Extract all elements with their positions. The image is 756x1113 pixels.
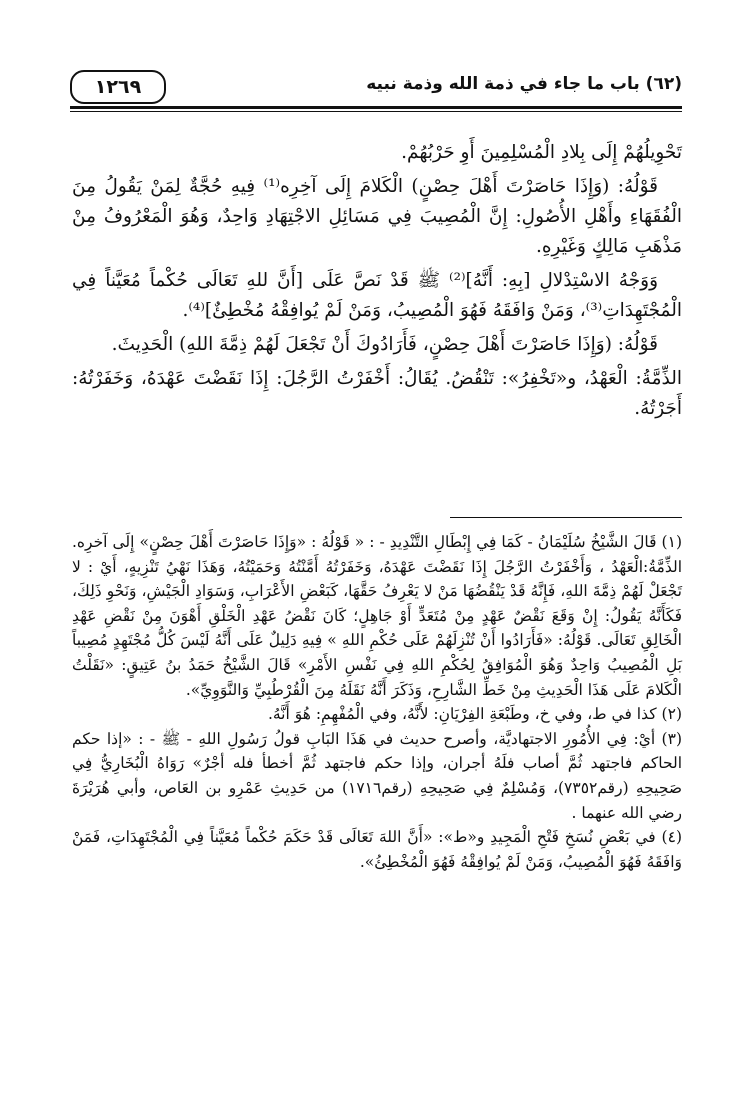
body-paragraph: قَوْلُهُ: (وَإِذَا حَاصَرْتَ أَهْلَ حِصْنٍ، فَأَرَادُوكَ أَنْ تَجْعَلَ لَهُمْ ذِمَّةَ اللهِ) الْحَدِيثَ. [111,334,658,355]
footnotes [72,530,682,874]
page-header [70,70,682,106]
chapter-title: (٦٢) باب ما جاء في ذمة الله وذمة نبيه [366,74,682,94]
body-paragraph: الذِّمَّةُ: الْعَهْدُ، و«تَخْفِرُ»: تَنْقُضُ. يُقَالُ: أَخْفَرْتُ الرَّجُلَ: إِذَا نَقَضْتَ عَهْدَهُ، وَخَفَرْتُهُ: أَجَرْتُهُ. [72,368,682,419]
footnote: (٢) كذا في ط، وفي خ، وطَبْعَةِ الفِرْيَانِ: لأَنَّهُ، وفي الْمُفْهِمِ: هُوَ أَنَّهُ. [267,705,682,724]
footnote: (٤) في بَعْضِ نُسَخِ فَتْحِ الْمَجِيدِ و«ط»: «أَنَّ اللهَ تَعَالَى قَدْ حَكَمَ حُكْماً مُعَيَّناً فِي الْمُجْتَهِدَاتِ، فَمَنْ وَافَقَهُ فَهُوَ الْمُصِيبُ، وَمَنْ لَمْ يُوافِقْهُ فَهُوَ الْمُخْطِئُ». [72,828,682,871]
body-paragraph: تَحْوِيلُهُمْ إِلَى بِلادِ الْمُسْلِمِينَ أَوِ حَرْبُهُمْ. [401,142,682,163]
header-rule [70,106,682,112]
page-number: ١٢٦٩ [70,70,166,104]
main-text [72,138,682,428]
footnote: (١) قَالَ الشَّيْخُ سُلَيْمَانُ - كَمَا فِي إِبْطَالِ التَّنْدِيدِ - : « قَوْلُهُ : «وَإِذَا حَاصَرْتَ أَهْلَ حِصْنٍ» إِلَى آخرِه. الذِّمَّةُ:الْعَهْدُ ، وَأَخْفَرْتُ الرَّجُلَ إِذَا نَقَضْتَ عَهْدَهُ، وَخَفَرْتُهُ أَمَّنْتُهُ وَحَمَيْتُهُ، وَهَذَا نَهْيُ تَنْزِيهٍ، أَيْ : لا تَجْعَلْ لَهُمْ ذِمَّةَ اللهِ، فَإِنَّهُ قَدْ يَنْقُضُهَا مَنْ لا يَعْرِفُ حَقَّهَا، كَبَعْضِ الأَعْرَابِ، وَسَوَادِ الْجَيْشِ، وَنَحْوِ ذَلِكَ، فَكَأَنَّهُ يَقُولُ: إِنْ وَقَعَ نَقْضٌ عَهْدٍ مِنْ مُتَعَدٍّ أَوْ جَاهِلٍ؛ كَانَ نَقْضُ عَهْدِ الْخَلْقِ أَهْوَنَ مِنْ نَقْضِ عَهْدِ الْخَالِقِ تَعَالَى. قَوْلُهُ: «فَأَرَادُوا أَنْ تُنْزِلَهُمْ عَلَى حُكْمِ اللهِ » فِيهِ دَلِيلٌ عَلَى أَنَّهُ لَيْسَ كُلُّ مُجْتَهِدٍ مُصِيباً بَلِ الْمُصِيبُ وَاحِدٌ وَهُوَ الْمُوَافِقُ لِحُكْمِ اللهِ فِي نَفْسِ الأَمْرِ» قَالَ الشَّيْخُ حَمَدُ بنُ عَتِيقٍ: «نَقَلْتُ الْكَلامَ عَلَى هَذَا الْحَدِيثِ مِنْ خَطِّ الشَّارِحِ، وَذَكَرَ أَنَّهُ نَقَلَهُ مِنَ الْقُرْطُبِيِّ وَالنَّوَوِيِّ». [72,533,682,699]
body-paragraph: وَوَجْهُ الاسْتِدْلالِ [بِهِ: أَنَّهُ]⁽²⁾ ﷺ قَدْ نَصَّ عَلَى [أَنَّ للهِ تَعَالَى حُكْماً مُعَيَّناً فِي الْمُجْتَهِدَاتِ⁽³⁾، وَمَنْ وَافَقَهُ فَهُوَ الْمُصِيبُ، وَمَنْ لَمْ يُوافِقْهُ مُخْطِئٌ]⁽⁴⁾. [72,270,682,321]
footnote: (٣) أيْ: فِي الأُمُورِ الاجتهاديَّة، وأصرح حديث في هَذَا البَابِ قولُ رَسُولِ اللهِ - ﷺ - : «إذا حكم الحاكم فاجتهد ثُمَّ أصاب فلَهُ أجران، وإذا حكم فاجتهد ثُمَّ أخطأ فله أجْرٌ» رَوَاهُ الْبُخَارِيُّ فِي صَحِيحِهِ (رقم٧٣٥٢)، وَمُسْلِمٌ فِي صَحِيحِهِ (رقم١٧١٦) من حَدِيثِ عَمْرِو بن العَاص، وأبي هُرَيْرَةَ رضي الله عنهما . [72,729,682,822]
body-paragraph: قَوْلُهُ: (وَإِذَا حَاصَرْتَ أَهْلَ حِصْنٍ) الْكَلامَ إِلَى آخِرِه⁽¹⁾ فِيهِ حُجَّةٌ لِمَنْ يَقُولُ مِنَ الْفُقَهَاءِ وأَهْلِ الأُصُولِ: إِنَّ الْمُصِيبَ فِي مَسَائِلِ الاجْتِهَادِ وَاحِدٌ، وَهُوَ الْمَعْرُوفُ مِنْ مَذْهَبِ مَالِكٍ وَغَيْرِهِ. [72,176,682,257]
footnote-separator [450,517,682,518]
